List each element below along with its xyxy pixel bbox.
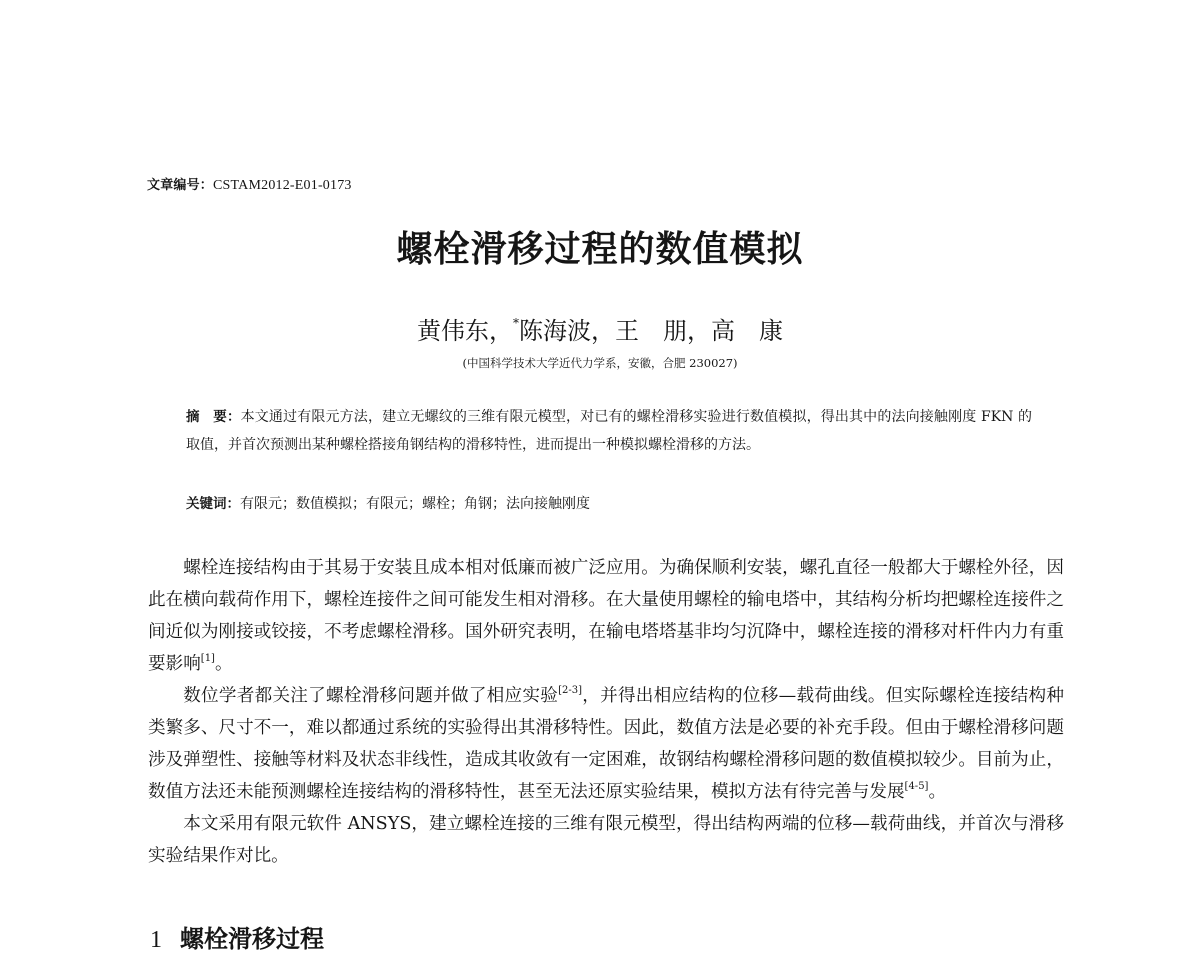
keywords-label: 关键词： (186, 496, 240, 512)
section-number: 1 (150, 927, 162, 953)
keywords (186, 490, 1032, 518)
author-2: 陈海波， (519, 317, 615, 345)
paper-title: 螺栓滑移过程的数值模拟 (396, 229, 804, 270)
keywords-text: 有限元；数值模拟；有限元；螺栓；角钢；法向接触刚度 (240, 496, 590, 512)
paragraph-2-text-b: ，并得出相应结构的位移—载荷曲线。但实际螺栓连接结构种类繁多、尺寸不一，难以都通过系统的实验得出其滑移特性。因此，数值方法是必要的补充手段。但由于螺栓滑移问题涉及弹塑性、接触等材料及状态非线性，造成其收敛有一定困难，故钢结构螺栓滑移问题的数值模拟较少。目前为止，数值方法还未能预测螺栓连接结构的滑移特性，甚至无法还原实验结果，模拟方法有待完善与发展 (148, 686, 1064, 802)
author-list (0, 306, 1200, 348)
section-title: 螺栓滑移过程 (180, 925, 324, 953)
body-paragraph-2 (148, 680, 1064, 808)
abstract (186, 403, 1032, 459)
author-1: 黄伟东， (417, 317, 513, 345)
citation-2-3: [2-3] (558, 685, 582, 696)
article-number (147, 177, 352, 195)
abstract-label: 摘 要： (186, 409, 241, 425)
abstract-text: 本文通过有限元方法，建立无螺纹的三维有限元模型，对已有的螺栓滑移实验进行数值模拟，得出其中的法向接触刚度 FKN 的取值，并首次预测出某种螺栓搭接角钢结构的滑移特性，进而提出一种模拟螺栓滑移的方法。 (186, 409, 1033, 453)
paragraph-1-text: 螺栓连接结构由于其易于安装且成本相对低廉而被广泛应用。为确保顺利安装，螺孔直径一般都大于螺栓外径，因此在横向载荷作用下，螺栓连接件之间可能发生相对滑移。在大量使用螺栓的输电塔中，其结构分析均把螺栓连接件之间近似为刚接或铰接，不考虑螺栓滑移。国外研究表明，在输电塔塔基非均匀沉降中，螺栓连接的滑移对杆件内力有重要影响 (148, 558, 1064, 674)
citation-1: [1] (200, 653, 215, 664)
author-4: 高 康 (711, 317, 783, 345)
paragraph-1-end: 。 (214, 654, 233, 674)
citation-4-5: [4-5] (904, 781, 929, 792)
body-text (148, 552, 1064, 872)
article-number-label: 文章编号： (147, 178, 214, 193)
author-3: 王 朋， (615, 317, 711, 345)
author-affiliation: (中国科学技术大学近代力学系，安徽，合肥 230027) (462, 356, 738, 370)
body-paragraph-3: 本文采用有限元软件 ANSYS，建立螺栓连接的三维有限元模型，得出结构两端的位移—载荷曲线，并首次与滑移实验结果作对比。 (148, 814, 1064, 866)
paragraph-2-end: 。 (928, 782, 947, 802)
corresponding-author-mark: * (513, 316, 519, 330)
body-paragraph-1 (148, 552, 1064, 680)
article-number-value: CSTAM2012-E01-0173 (213, 178, 352, 193)
paragraph-2-text-a: 数位学者都关注了螺栓滑移问题并做了相应实验 (183, 686, 559, 706)
